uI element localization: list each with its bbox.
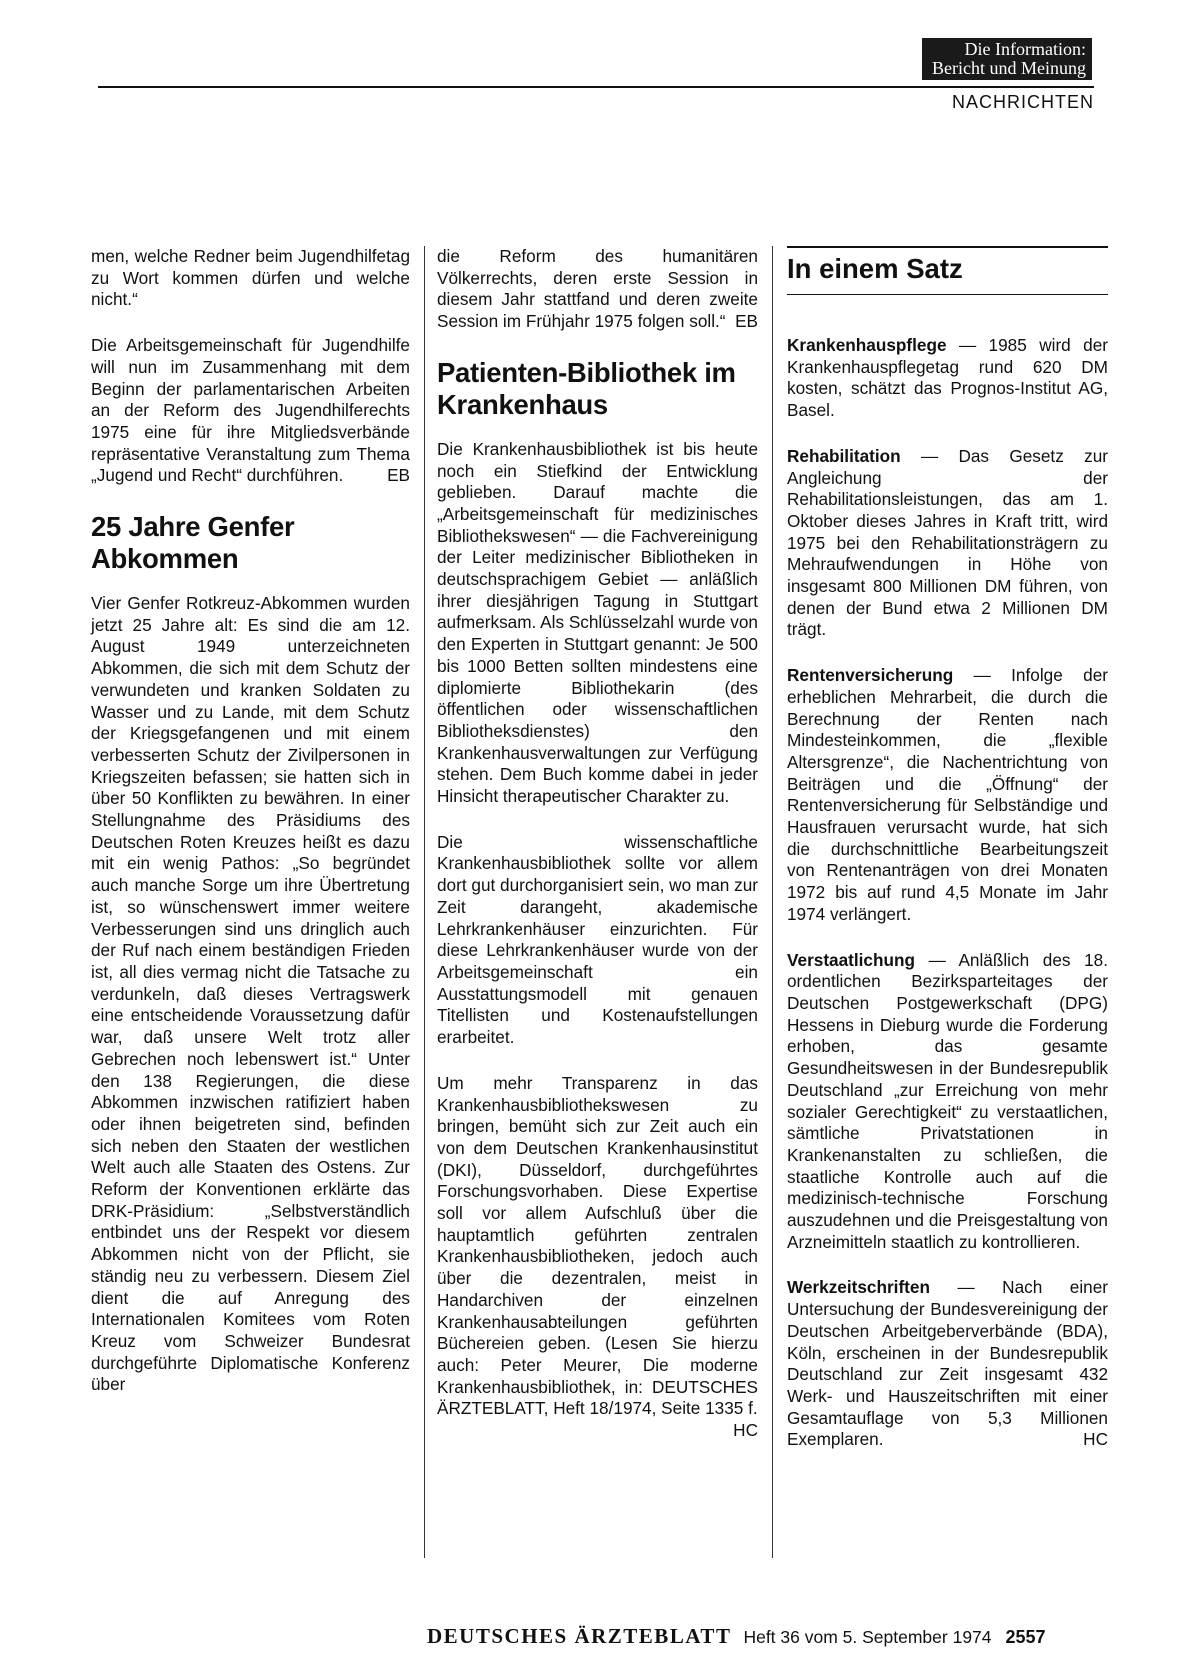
article-title: Patienten-Bibliothek im Krankenhaus [437,356,736,420]
section-tag [922,38,1092,80]
box-rule [787,294,1108,295]
page-footer [427,1624,1097,1654]
news-text: — Infolge der erheblichen Mehrarbeit, die durch die Berechnung der Renten nach Mindesteinkommen, die „flexible Altersgrenze“, die Nachentrichtung von Beiträgen und die „Öffnung“ der Rentenversicherung für Selbständige und Hausfrauen verursacht wurde, hat sich die durchschnittliche Bearbeitungszeit von Rentenanträgen von drei Monaten 1972 bis auf rund 4,5 Monate im Jahr 1974 verlängert. [787,665,1108,924]
author-signature: EB [387,465,410,486]
paragraph: Vier Genfer Rotkreuz-Abkommen wurden jetzt 25 Jahre alt: Es sind die am 12. August 1949 unterzeichneten Abkommen, die sich mit dem Schutz der verwundeten und kranken Soldaten zu Wasser und zu Lande, mit dem Schutz der Kriegsgefangenen und mit einem verbesserten Schutz der Zivilpersonen in Kriegszeiten befassen; sie hatten sich in über 50 Konflikten zu bewähren. In einer Stellungnahme des Präsidiums des Deutschen Roten Kreuzes heißt es dazu mit ein wenig Pathos: „So begründet auch manche Sorge um ihre Übertretung ist, so wünschenswert immer weitere Verbesserungen sind uns dringlich auch der Ruf nach einem beständigen Frieden ist, all dies vermag nicht die Tatsache zu verdunkeln, daß dieses Vertragswerk eine entscheidende Voraussetzung dafür war, daß unsere Welt trotz aller Gebrechen noch lebenswert ist.“ Unter den 138 Regierungen, die diese Abkommen inzwischen ratifiziert haben oder ihnen beigetreten sind, befinden sich neben den Staaten der westlichen Welt auch alle Staaten des Ostens. Zur Reform der Konventionen erklärte das DRK-Präsidium: „Selbstverständlich entbindet uns der Respekt vor diesem Abkommen nicht von der Pflicht, sie ständig neu zu verbessern. Diesem Ziel dient die auf Anregung des Internationalen Komitees vom Roten Kreuz vom Schweizer Bundesrat durchgeführte Diplomatische Konferenz über [91,593,410,1395]
paragraph-text: Um mehr Transparenz in das Krankenhausbibliothekswesen zu bringen, bemüht sich zur Zeit auch ein von dem Deutschen Krankenhausinstitut (DKI), Düsseldorf, durchgeführtes Forschungsvorhaben. Diese Expertise soll vor allem Aufschluß über die hauptamtlich geführten zentralen Krankenhausbibliotheken, jedoch auch über die dezentralen, meist in Handarchiven der einzelnen Krankenhausabteilungen geführten Büchereien geben. (Lesen Sie hierzu auch: Peter Meurer, Die moderne Krankenhausbibliothek, in: DEUTSCHES ÄRZTEBLATT, Heft 18/1974, Seite 1335 f. [437,1072,758,1419]
author-signature: EB [735,311,758,332]
news-keyword: Verstaatlichung [787,949,915,970]
paragraph [91,335,410,487]
news-keyword: Werkzeitschriften [787,1277,930,1298]
column-divider [424,246,425,1558]
column-1 [91,246,410,1420]
paragraph-text: die Reform des humanitären Völkerrechts, deren erste Session in diesem Jahr stattfand und deren zweite Session im Frühjahr 1975 folgen soll.“ [437,246,758,332]
box-rule [787,246,1108,248]
paragraph [437,1072,758,1441]
news-text: — Das Gesetz zur Angleichung der Rehabilitationsleistungen, das am 1. Oktober dieses Jahres in Kraft tritt, wird 1975 bei den Rehabilitationsträgern zu Mehraufwendungen in Höhe von insgesamt 800 Millionen DM führen, von denen der Bund etwa 2 Millionen DM trägt. [787,445,1108,640]
news-item [787,665,1108,925]
box-title: In einem Satz [787,253,963,284]
column-3 [787,246,1108,1475]
author-signature: HC [1083,1429,1108,1450]
news-text: — Anläßlich des 18. ordentlichen Bezirksparteitages der Deutschen Postgewerkschaft (DPG) Hessens in Dieburg wurde die Forderung erhoben, das gesamte Gesundheitswesen in der Bundesrepublik Deutschland „zur Erreichung von mehr sozialer Gerechtigkeit“ zu verstaatlichen, sämtliche Privatstationen in Krankenanstalten zu schließen, die staatliche Kontrolle auch auf die medizinisch-technische Forschung auszudehnen und die Preisgestaltung von Arzneimitteln staatlich zu kontrollieren. [787,949,1108,1252]
category-label: NACHRICHTEN [951,92,1094,112]
news-item [787,446,1108,641]
column-divider [772,246,773,1558]
news-item [787,1277,1108,1451]
news-text: — Nach einer Untersuchung der Bundesvereinigung der Deutschen Arbeitgeberverbände (BDA), Köln, erscheinen in der Bundesrepublik Deutschland zur Zeit insgesamt 432 Werk- und Hauszeitschriften mit einer Gesamtauflage von 5,3 Millionen Exemplaren. [787,1277,1108,1450]
section-tag-line1: Die Information: [964,39,1086,59]
news-keyword: Krankenhauspflege [787,335,947,355]
news-keyword: Rehabilitation [787,445,901,466]
column-2 [437,246,758,1444]
news-keyword: Rentenversicherung [787,665,954,686]
paragraph: men, welche Redner beim Jugendhilfetag zu Wort kommen dürfen und welche nicht.“ [91,246,410,310]
news-text: — 1985 wird der Krankenhauspflegetag rund 620 DM kosten, schätzt das Prognos-Institut AG, Basel. [787,335,1108,421]
news-item [787,950,1108,1254]
author-signature: HC [733,1420,758,1441]
page-number: 2557 [1005,1627,1046,1647]
article-title: 25 Jahre Genfer Abkommen [91,511,295,575]
journal-name: DEUTSCHES ÄRZTEBLATT [427,1624,732,1648]
section-tag-line2: Bericht und Meinung [932,58,1086,78]
issue-info: Heft 36 vom 5. September 1974 [743,1627,992,1647]
paragraph [437,246,758,333]
paragraph: Die wissenschaftliche Krankenhausbibliothek sollte vor allem dort gut durchorganisiert sein, wo man zur Zeit darangeht, akademische Lehrkrankenhäuser einzurichten. Für diese Lehrkrankenhäuser wurde von der Arbeitsgemeinschaft ein Ausstattungsmodell mit genauen Titellisten und Kostenaufstellungen erarbeitet. [437,831,758,1048]
header-rule [98,86,1094,88]
news-item [787,335,1108,422]
paragraph-text: Die Arbeitsgemeinschaft für Jugendhilfe will nun im Zusammenhang mit dem Beginn der parlamentarischen Arbeiten an der Reform des Jugendhilferechts 1975 eine für ihre Mitgliedsverbände repräsentative Veranstaltung zum Thema „Jugend und Recht“ durchführen. [91,335,410,486]
paragraph: Die Krankenhausbibliothek ist bis heute noch ein Stiefkind der Entwicklung geblieben. Darauf machte die „Arbeitsgemeinschaft für medizinisches Bibliothekswesen“ — die Fachvereinigung der Leiter medizinischer Bibliotheken in deutschsprachigem Gebiet — anläßlich ihrer diesjährigen Tagung in Stuttgart aufmerksam. Als Schlüsselzahl wurde von den Experten in Stuttgart genannt: Je 500 bis 1000 Betten sollten mindestens eine diplomierte Bibliothekarin (des öffentlichen oder wissenschaftlichen Bibliotheksdienstes) den Krankenhausverwaltungen zur Verfügung stehen. Dem Buch komme dabei in jeder Hinsicht therapeutischer Charakter zu. [437,438,758,807]
